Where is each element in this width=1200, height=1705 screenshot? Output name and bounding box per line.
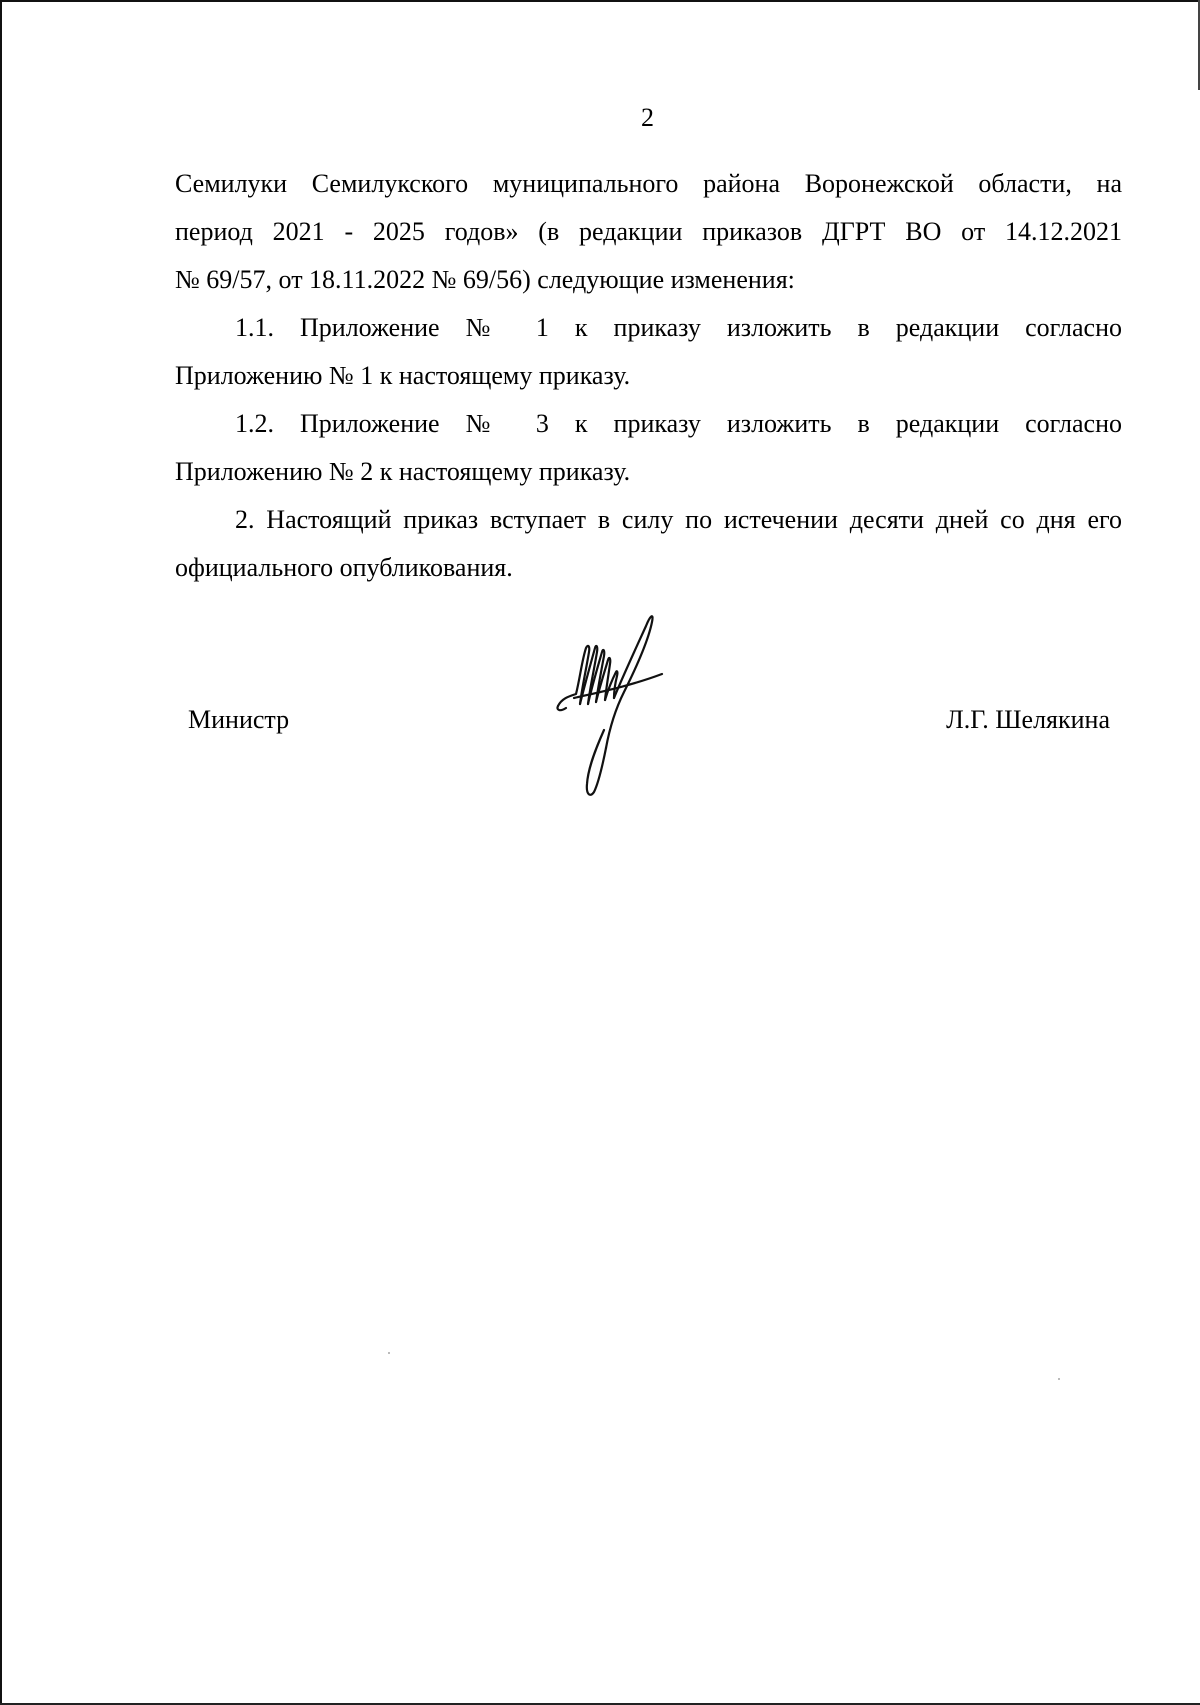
text-line: период 2021 - 2025 годов» (в редакции приказов ДГРТ ВО от 14.12.2021 bbox=[175, 217, 1122, 246]
text-line: Приложению № 1 к настоящему приказу. bbox=[175, 361, 631, 390]
document-body bbox=[175, 160, 1122, 592]
text-line: 2. Настоящий приказ вступает в силу по истечении десяти дней со дня его bbox=[235, 505, 1122, 534]
page-number: 2 bbox=[641, 103, 654, 132]
text-line: официального опубликования. bbox=[175, 553, 513, 582]
paragraph-continuation bbox=[175, 160, 1122, 304]
scan-edge-top bbox=[0, 0, 1200, 2]
handwritten-signature-icon bbox=[550, 608, 700, 803]
text-line: 1.1. Приложение № 1 к приказу изложить в редакции согласно bbox=[235, 313, 1122, 342]
text-line: Семилуки Семилукского муниципального района Воронежской области, на bbox=[175, 169, 1122, 198]
scan-edge-left bbox=[0, 0, 2, 1705]
signatory-title: Министр bbox=[188, 705, 290, 734]
signatory-name: Л.Г. Шелякина bbox=[946, 705, 1110, 734]
paragraph-item-2 bbox=[175, 496, 1122, 592]
paragraph-item-1-1 bbox=[175, 304, 1122, 400]
scan-speck bbox=[388, 1352, 390, 1354]
paragraph-item-1-2 bbox=[175, 400, 1122, 496]
scan-speck bbox=[1058, 1378, 1060, 1380]
text-line: Приложению № 2 к настоящему приказу. bbox=[175, 457, 631, 486]
text-line: № 69/57, от 18.11.2022 № 69/56) следующие изменения: bbox=[175, 265, 795, 294]
text-line: 1.2. Приложение № 3 к приказу изложить в редакции согласно bbox=[235, 409, 1122, 438]
